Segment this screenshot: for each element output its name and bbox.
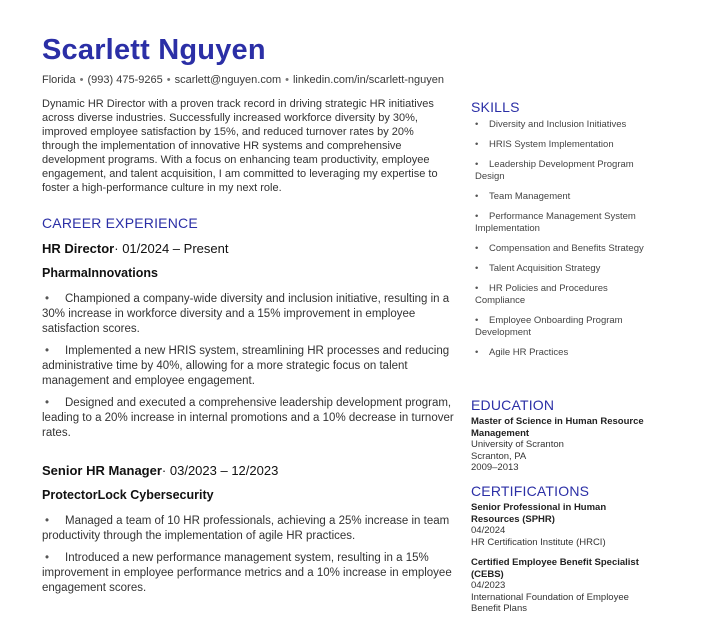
separator: • [79, 74, 84, 86]
experience-heading: CAREER EXPERIENCE [42, 215, 198, 231]
skill-item: • Performance Management System Implementation [475, 211, 636, 234]
certification-date: 04/2024 [471, 525, 506, 536]
skill-item: • HRIS System Implementation [475, 139, 614, 150]
job-bullets [42, 514, 454, 596]
job-title-line: HR Director· 01/2024 – Present [42, 241, 229, 256]
skill-item: • Employee Onboarding Program Development [475, 315, 623, 338]
bullet-item: • Managed a team of 10 HR professionals, achieving a 25% increase in team productivity through the implementation of agile HR practices. [42, 515, 450, 542]
candidate-name: Scarlett Nguyen [42, 34, 266, 66]
job-entry [42, 463, 454, 603]
skill-item: • Agile HR Practices [475, 347, 569, 358]
job-title: HR Director [42, 241, 115, 256]
email-link[interactable]: scarlett@nguyen.com [174, 74, 282, 86]
professional-summary: Dynamic HR Director with a proven track record in driving strategic HR initiatives across diverse industries. Successfully increased workforce diversity by 30%, improved employee satisfaction by 15%, and reduced turnover rates by 20% through the implementation of innovative HR systems and comprehensive development programs. With a focus on enhancing team productivity, employee engagement, and talent acquisition, I am committed to leveraging my expertise to foster a high-performance culture in my next role. [42, 98, 438, 194]
job-dates: 01/2024 – Present [122, 241, 229, 256]
education-section [471, 397, 646, 474]
contact-line [42, 74, 444, 86]
location: Florida [42, 74, 76, 86]
certification-name: Senior Professional in Human Resources (SPHR) [471, 502, 607, 525]
certification-entry [471, 557, 646, 615]
skill-item: • Talent Acquisition Strategy [475, 263, 601, 274]
phone: (993) 475-9265 [87, 74, 163, 86]
skills-list [471, 119, 646, 359]
education-entry [471, 416, 646, 474]
job-dates: 03/2023 – 12/2023 [169, 463, 279, 478]
certification-entry [471, 502, 646, 548]
skill-item: • Compensation and Benefits Strategy [475, 243, 644, 254]
certifications-section [471, 483, 646, 624]
certification-name: Certified Employee Benefit Specialist (CEBS) [471, 557, 639, 580]
job-title-line: Senior HR Manager· 03/2023 – 12/2023 [42, 463, 279, 478]
skill-item: • HR Policies and Procedures Compliance [475, 283, 608, 306]
separator: • [285, 74, 289, 86]
certification-issuer: International Foundation of Employee Benefit Plans [471, 591, 629, 614]
skill-item: • Leadership Development Program Design [475, 159, 634, 182]
school-location: Scranton, PA [471, 450, 527, 462]
bullet-item: • Implemented a new HRIS system, streamlining HR processes and reducing administrative time by 40%, allowing for a more strategic focus on talent management and employee engagement. [42, 345, 450, 387]
separator: • [166, 74, 171, 86]
skill-item: • Team Management [475, 191, 571, 202]
skills-heading: SKILLS [471, 99, 520, 115]
company-name: ProtectorLock Cybersecurity [42, 488, 214, 502]
linkedin-link[interactable]: linkedin.com/in/scarlett-nguyen [292, 74, 445, 86]
job-bullets [42, 292, 454, 441]
job-entry [42, 241, 454, 448]
bullet-item: • Introduced a new performance management system, resulting in a 15% improvement in employee performance metrics and a 10% increase in employee engagement scores. [42, 552, 452, 594]
certifications-heading: CERTIFICATIONS [471, 483, 590, 499]
skill-item: • Diversity and Inclusion Initiatives [475, 119, 627, 130]
bullet-item: • Designed and executed a comprehensive leadership development program, leading to a 20% increase in internal promotions and a 10% decrease in turnover rates. [42, 397, 454, 439]
certification-issuer: HR Certification Institute (HRCI) [471, 536, 606, 548]
certification-date: 04/2023 [471, 580, 506, 591]
bullet-item: • Championed a company-wide diversity and inclusion initiative, resulting in a 30% increase in workforce diversity and a 15% improvement in employee satisfaction scores. [42, 293, 450, 335]
company-name: PharmaInnovations [42, 266, 158, 280]
skills-section [471, 99, 646, 367]
school: University of Scranton [471, 439, 564, 450]
education-years: 2009–2013 [471, 462, 519, 473]
degree: Master of Science in Human Resource Management [471, 416, 644, 439]
job-title: Senior HR Manager [42, 463, 162, 478]
education-heading: EDUCATION [471, 397, 555, 413]
